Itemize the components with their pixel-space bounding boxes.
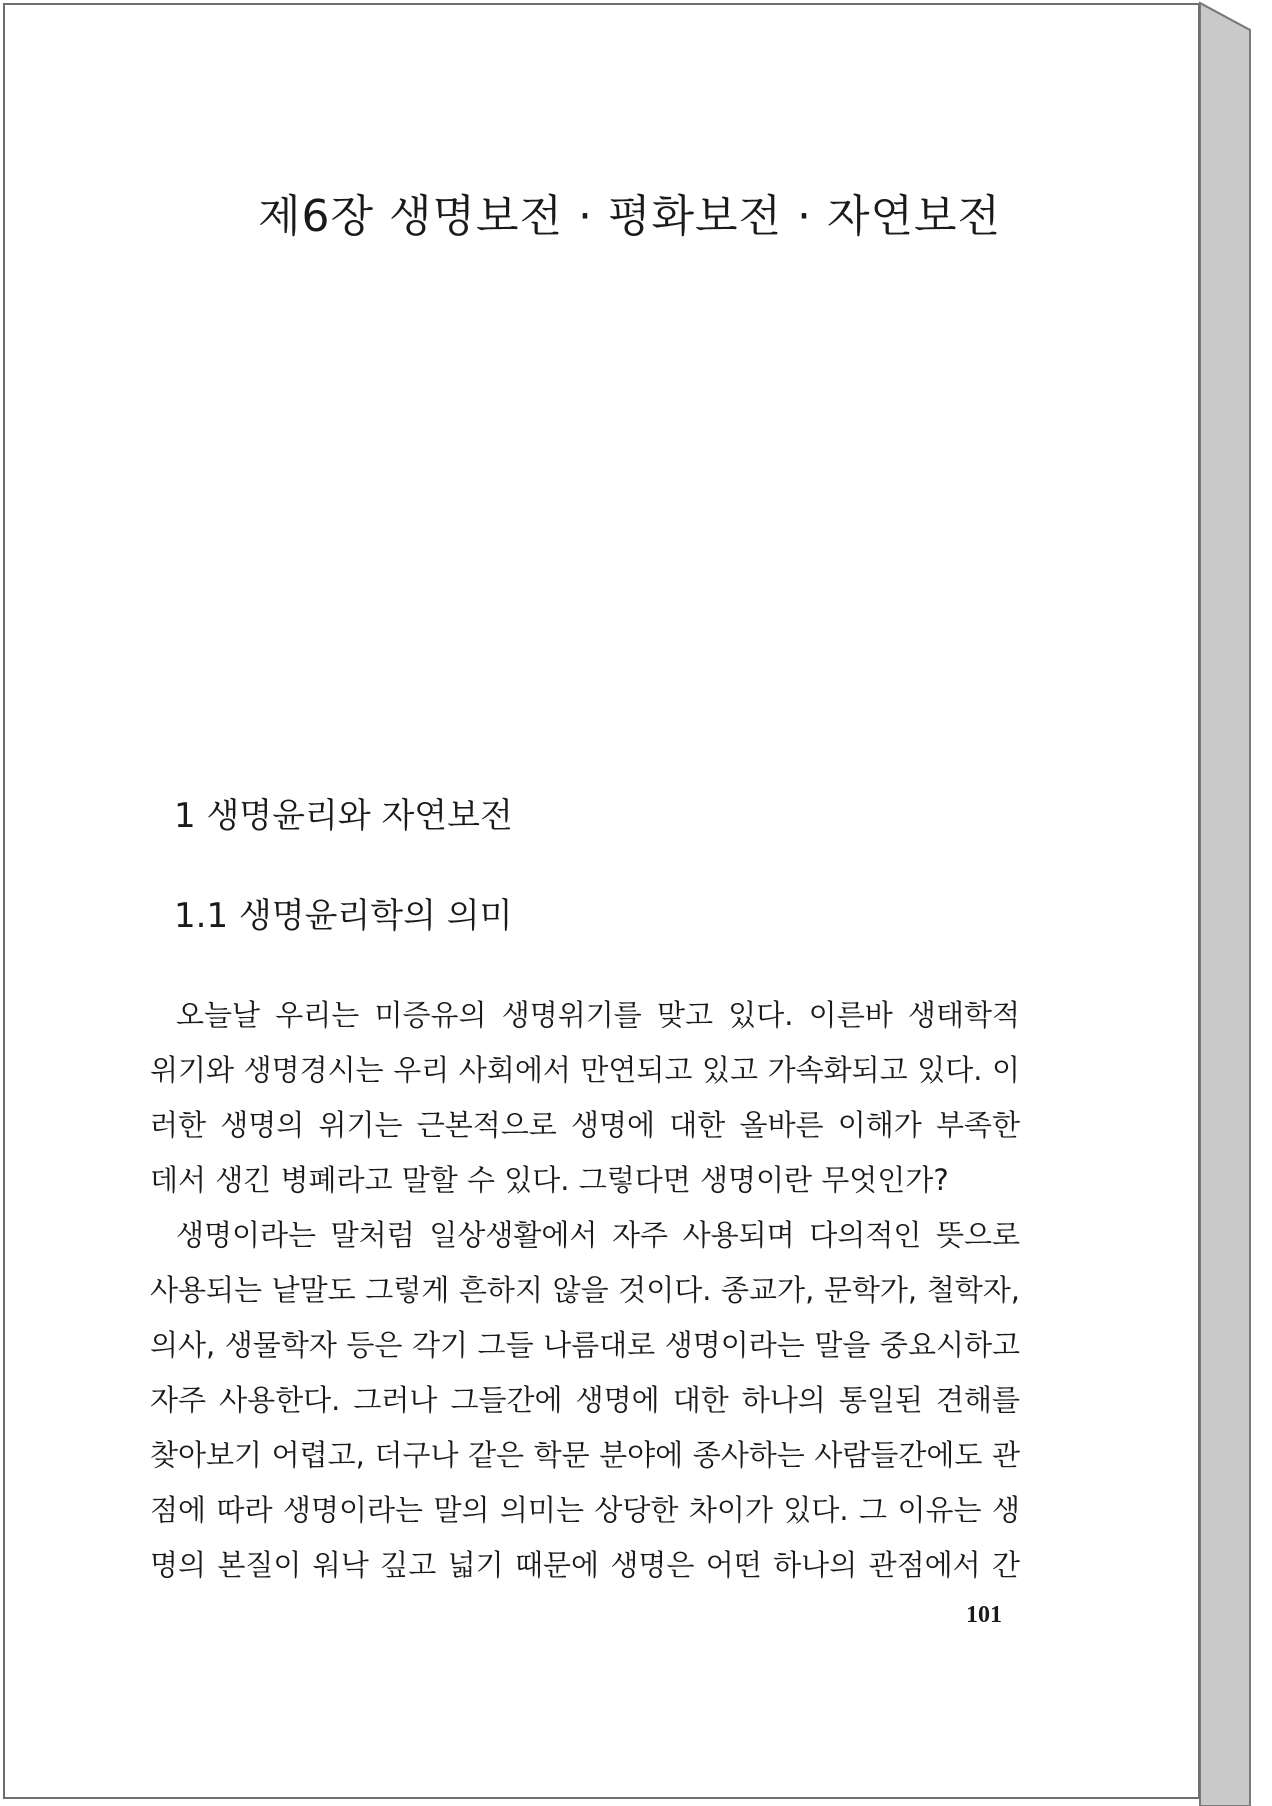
subsection-heading: 1.1 생명윤리학의 의미 bbox=[174, 896, 513, 936]
body-line: 위기와 생명경시는 우리 사회에서 만연되고 있고 가속화되고 있다. 이 bbox=[150, 1053, 1020, 1087]
body-line: 점에 따라 생명이라는 말의 의미는 상당한 차이가 있다. 그 이유는 생 bbox=[150, 1493, 1020, 1527]
body-line: 의사, 생물학자 등은 각기 그들 나름대로 생명이라는 말을 중요시하고 bbox=[150, 1328, 1020, 1362]
chapter-title: 제6장 생명보전 · 평화보전 · 자연보전 bbox=[258, 191, 1001, 242]
body-line: 러한 생명의 위기는 근본적으로 생명에 대한 올바른 이해가 부족한 bbox=[150, 1108, 1020, 1142]
body-line: 오늘날 우리는 미증유의 생명위기를 맞고 있다. 이른바 생태학적 bbox=[176, 998, 1020, 1032]
body-line: 사용되는 낱말도 그렇게 흔하지 않을 것이다. 종교가, 문학가, 철학자, bbox=[150, 1273, 1020, 1307]
body-line: 생명이라는 말처럼 일상생활에서 자주 사용되며 다의적인 뜻으로 bbox=[176, 1218, 1020, 1252]
section-heading: 1 생명윤리와 자연보전 bbox=[174, 796, 513, 836]
body-line: 자주 사용한다. 그러나 그들간에 생명에 대한 하나의 통일된 견해를 bbox=[150, 1383, 1020, 1417]
page-number: 101 bbox=[966, 1602, 1002, 1628]
body-line: 데서 생긴 병폐라고 말할 수 있다. 그렇다면 생명이란 무엇인가? bbox=[150, 1163, 949, 1197]
body-paragraphs bbox=[150, 988, 1020, 1593]
body-line: 찾아보기 어렵고, 더구나 같은 학문 분야에 종사하는 사람들간에도 관 bbox=[150, 1438, 1020, 1472]
body-line: 명의 본질이 워낙 깊고 넓기 때문에 생명은 어떤 하나의 관점에서 간 bbox=[150, 1548, 1020, 1582]
